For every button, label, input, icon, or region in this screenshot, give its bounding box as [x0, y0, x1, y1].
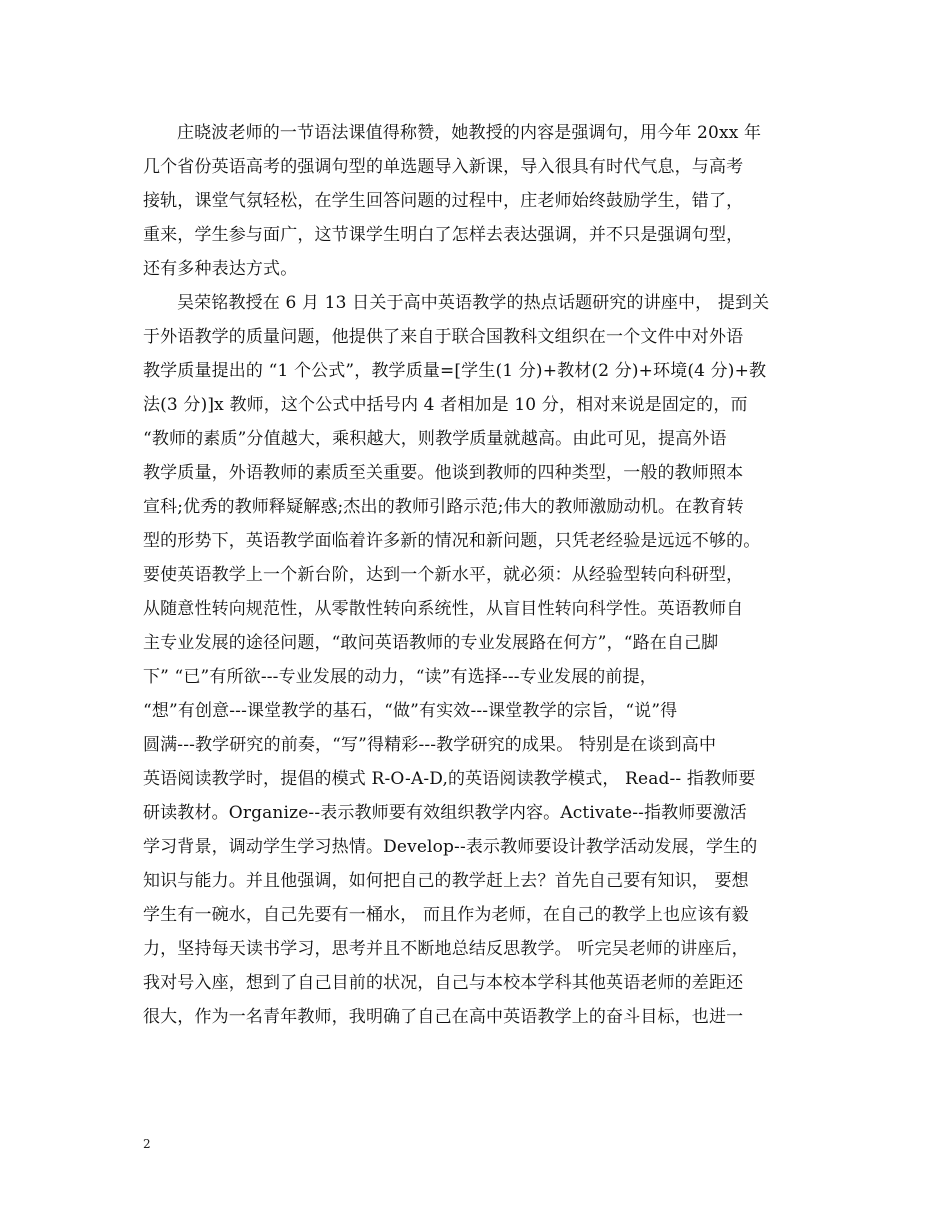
text-line: 几个省份英语高考的强调句型的单选题导入新课，导入很具有时代气息，与高考: [143, 157, 744, 177]
paragraph-1: [143, 116, 823, 286]
text-line: 我对号入座，想到了自己目前的状况，自己与本校本学科其他英语老师的差距还: [143, 973, 744, 993]
text-line: “想”有创意---课堂教学的基石，“做”有实效---课堂教学的宗旨，“说”得: [143, 701, 678, 721]
text-line: 吴荣铭教授在 6 月 13 日关于高中英语教学的热点话题研究的讲座中， 提到关: [177, 293, 770, 313]
text-line: 法(3 分)]x 教师，这个公式中括号内 4 者相加是 10 分，相对来说是固定的，而: [143, 395, 748, 415]
text-line: 力，坚持每天读书学习，思考并且不断地总结反思教学。 听完吴老师的讲座后，: [143, 939, 749, 959]
text-line: 研读教材。Organize--表示教师要有效组织教学内容。Activate--指教师要激活: [143, 803, 747, 823]
text-line: 教学质量，外语教师的素质至关重要。他谈到教师的四种类型，一般的教师照本: [143, 463, 744, 483]
page-number: 2: [143, 1137, 151, 1151]
text-line: 学习背景，调动学生学习热情。Develop--表示教师要设计教学活动发展，学生的: [143, 837, 758, 857]
text-line: “教师的素质”分值越大，乘积越大，则教学质量就越高。由此可见，提高外语: [143, 429, 727, 449]
text-line: 型的形势下，英语教学面临着许多新的情况和新问题，只凭老经验是远远不够的。: [143, 531, 761, 551]
text-line: 宣科;优秀的教师释疑解惑;杰出的教师引路示范;伟大的教师激励动机。在教育转: [143, 497, 744, 517]
text-line: 从随意性转向规范性，从零散性转向系统性，从盲目性转向科学性。英语教师自: [143, 599, 744, 619]
document-body: [143, 116, 823, 1034]
text-line: 接轨，课堂气氛轻松，在学生回答问题的过程中，庄老师始终鼓励学生，错了，: [143, 191, 744, 211]
text-line: 庄晓波老师的一节语法课值得称赞，她教授的内容是强调句，用今年 20xx 年: [177, 123, 762, 143]
text-line: 英语阅读教学时，提倡的模式 R-O-A-D,的英语阅读教学模式， Read-- 指教师要: [143, 769, 756, 789]
text-line: 还有多种表达方式。: [143, 259, 298, 279]
text-line: 很大，作为一名青年教师，我明确了自己在高中英语教学上的奋斗目标，也进一: [143, 1007, 744, 1027]
text-line: 圆满---教学研究的前奏，“写”得精彩---教学研究的成果。 特别是在谈到高中: [143, 735, 717, 755]
text-line: 学生有一碗水，自己先要有一桶水， 而且作为老师，在自己的教学上也应该有毅: [143, 905, 749, 925]
text-line: 重来，学生参与面广，这节课学生明白了怎样去表达强调，并不只是强调句型，: [143, 225, 744, 245]
text-line: 下” “已”有所欲---专业发展的动力，“读”有选择---专业发展的前提，: [143, 667, 657, 687]
text-line: 教学质量提出的 “1 个公式”，教学质量=[学生(1 分)+教材(2 分)+环境(4 分)+教: [143, 361, 767, 381]
text-line: 要使英语教学上一个新台阶，达到一个新水平，就必须：从经验型转向科研型，: [143, 565, 744, 585]
text-line: 主专业发展的途径问题，“敢问英语教师的专业发展路在何方”，“路在自己脚: [143, 633, 719, 653]
paragraph-2: [143, 286, 823, 1034]
text-line: 于外语教学的质量问题，他提供了来自于联合国教科文组织在一个文件中对外语: [143, 327, 744, 347]
text-line: 知识与能力。并且他强调，如何把自己的教学赶上去？首先自己要有知识， 要想: [143, 871, 749, 891]
